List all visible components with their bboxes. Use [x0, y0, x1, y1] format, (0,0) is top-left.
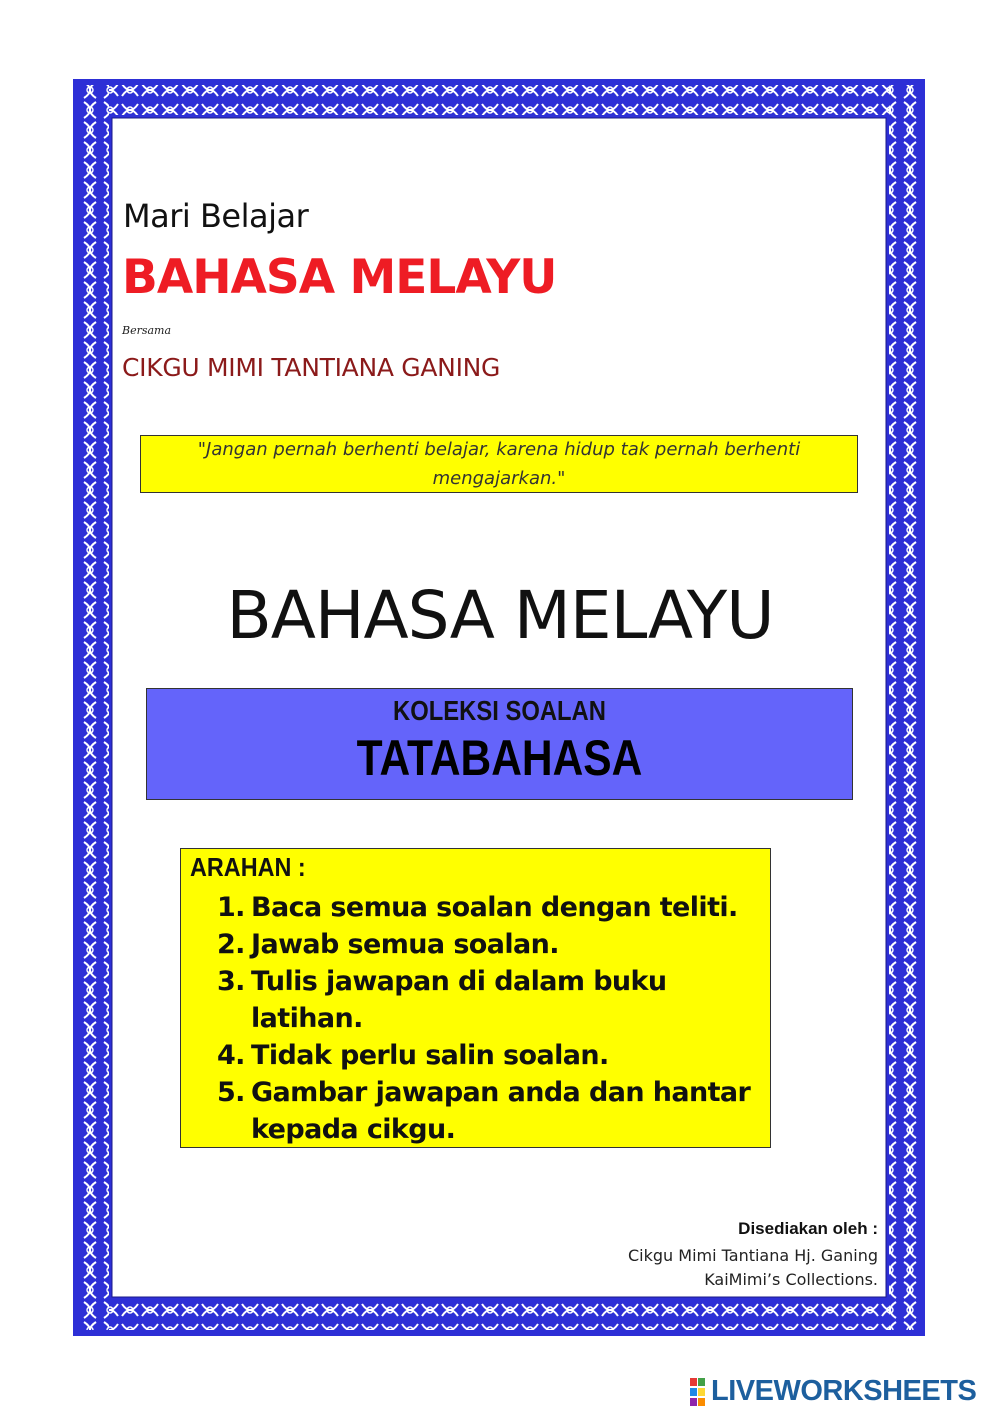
with-label: Bersama: [122, 324, 172, 337]
instructions-heading: ARAHAN :: [190, 852, 306, 882]
list-item: [217, 926, 757, 963]
list-item: [217, 963, 757, 1037]
item-number: 4.: [217, 1040, 245, 1071]
subject-title: BAHASA MELAYU: [226, 577, 774, 654]
quote-box: [140, 435, 858, 493]
liveworksheets-logo-icon: [690, 1377, 706, 1407]
teacher-name: CIKGU MIMI TANTIANA GANING: [122, 353, 501, 382]
instructions-list: [217, 889, 757, 1148]
item-number: 2.: [217, 929, 245, 960]
item-text: Gambar jawapan anda dan hantar kepada cikgu.: [251, 1077, 751, 1145]
quote-text: "Jangan pernah berhenti belajar, karena hidup tak pernah berhenti mengajarkan.": [197, 439, 801, 489]
author-collection: KaiMimi’s Collections.: [704, 1270, 878, 1289]
collection-label: KOLEKSI SOALAN: [393, 695, 606, 726]
item-text: Tulis jawapan di dalam buku latihan.: [251, 966, 667, 1034]
item-text: Tidak perlu salin soalan.: [251, 1040, 609, 1071]
item-number: 3.: [217, 966, 245, 997]
list-item: [217, 1037, 757, 1074]
item-text: Baca semua soalan dengan teliti.: [251, 892, 738, 923]
intro-label: Mari Belajar: [123, 197, 309, 235]
item-number: 5.: [217, 1077, 245, 1108]
list-item: [217, 1074, 757, 1148]
logo-text: LIVEWORKSHEETS: [711, 1375, 977, 1407]
author-name: Cikgu Mimi Tantiana Hj. Ganing: [628, 1246, 878, 1265]
collection-topic: TATABAHASA: [356, 730, 643, 786]
item-number: 1.: [217, 892, 245, 923]
main-title: BAHASA MELAYU: [122, 250, 557, 305]
liveworksheets-logo[interactable]: [690, 1375, 976, 1408]
collection-banner: [146, 688, 853, 800]
instructions-box: [180, 848, 771, 1148]
item-text: Jawab semua soalan.: [251, 929, 559, 960]
list-item: [217, 889, 757, 926]
prepared-by-label: Disediakan oleh :: [738, 1219, 878, 1238]
